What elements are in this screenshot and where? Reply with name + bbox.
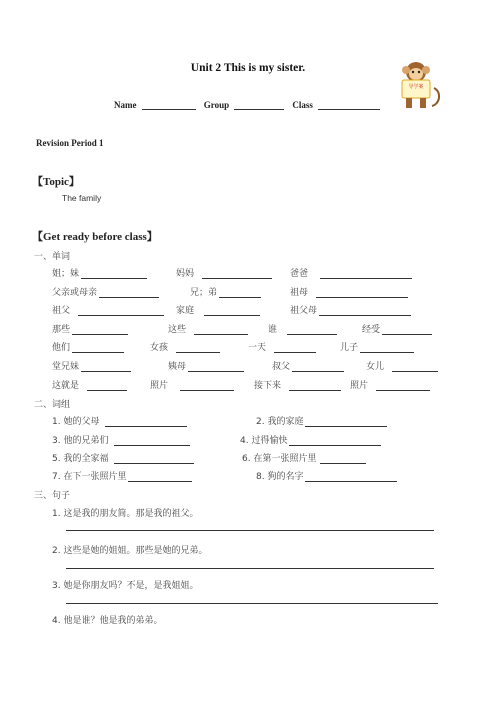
- vocab-item: 他们: [52, 340, 124, 353]
- vocab-item: 家庭: [176, 303, 260, 316]
- vocab-item: 接下来: [254, 378, 341, 391]
- group-label: Group: [203, 100, 230, 110]
- vocab-item: 谁: [268, 322, 337, 335]
- vocab-item: 姐；妹: [52, 266, 147, 279]
- answer-blank[interactable]: [176, 343, 220, 353]
- vocab-item: 照片: [150, 378, 234, 391]
- phrase-item: 8. 狗的名字: [256, 469, 397, 482]
- vocab-item: 这就是: [52, 378, 127, 391]
- vocab-item: 这些: [168, 322, 248, 335]
- page-title: Unit 2 This is my sister.: [190, 62, 306, 74]
- answer-blank[interactable]: [219, 288, 261, 298]
- group-field[interactable]: [234, 100, 284, 110]
- answer-blank[interactable]: [289, 381, 341, 391]
- answer-blank[interactable]: [188, 362, 244, 372]
- answer-blank[interactable]: [114, 454, 194, 464]
- phrase-item: 5. 我的全家福: [52, 451, 194, 464]
- answer-blank[interactable]: [360, 343, 414, 353]
- student-info-row: [114, 100, 386, 110]
- phrase-item: 1. 她的父母: [52, 414, 187, 427]
- name-label: Name: [114, 100, 137, 110]
- answer-blank[interactable]: [316, 288, 408, 298]
- answer-blank[interactable]: [274, 343, 316, 353]
- answer-blank[interactable]: [99, 288, 159, 298]
- section-sentences-heading: 三、句子: [34, 491, 71, 501]
- answer-blank[interactable]: [128, 472, 192, 482]
- sentence-item: 4. 他是谁？他是我的弟弟。: [52, 616, 163, 626]
- answer-blank[interactable]: [305, 417, 387, 427]
- vocab-item: 祖父母: [290, 303, 411, 316]
- answer-blank[interactable]: [81, 269, 147, 279]
- answer-blank[interactable]: [289, 436, 381, 446]
- answer-blank[interactable]: [287, 325, 337, 335]
- answer-blank[interactable]: [376, 381, 430, 391]
- phrase-item: 4. 过得愉快: [240, 433, 381, 446]
- sentence-item: 3. 她是你朋友吗？不是，是我姐姐。: [52, 581, 199, 591]
- phrase-item: 7. 在下一张照片里: [52, 469, 192, 482]
- topic-text: The family: [62, 193, 102, 203]
- answer-blank[interactable]: [72, 325, 128, 335]
- sentence-item: 1. 这是我的朋友简。那是我的祖父。: [52, 509, 199, 519]
- vocab-item: 照片: [350, 378, 430, 391]
- answer-blank[interactable]: [81, 362, 131, 372]
- answer-blank[interactable]: [87, 381, 127, 391]
- answer-blank[interactable]: [72, 343, 124, 353]
- vocab-item: 经受: [362, 322, 432, 335]
- answer-blank[interactable]: [292, 362, 344, 372]
- mascot-logo: [396, 58, 442, 114]
- phrase-item: 3. 他的兄弟们: [52, 433, 190, 446]
- answer-line[interactable]: [66, 530, 434, 531]
- answer-blank[interactable]: [320, 454, 366, 464]
- answer-blank[interactable]: [392, 362, 438, 372]
- answer-blank[interactable]: [319, 306, 411, 316]
- answer-blank[interactable]: [305, 472, 397, 482]
- vocab-item: 一天: [248, 340, 316, 353]
- class-field[interactable]: [318, 100, 380, 110]
- vocab-item: 妈妈: [176, 266, 272, 279]
- mascot-label: 导学案: [408, 84, 424, 90]
- answer-line[interactable]: [66, 603, 438, 604]
- sentence-item: 2. 这些是她的姐姐。那些是她的兄弟。: [52, 546, 208, 556]
- answer-blank[interactable]: [194, 325, 248, 335]
- section-words-heading: 一、单词: [34, 252, 71, 262]
- vocab-item: 祖父: [52, 303, 164, 316]
- answer-blank[interactable]: [202, 269, 272, 279]
- name-field[interactable]: [142, 100, 196, 110]
- answer-blank[interactable]: [180, 381, 234, 391]
- vocab-item: 父亲或母亲: [52, 285, 159, 298]
- vocab-item: 祖母: [290, 285, 408, 298]
- class-label: Class: [292, 100, 313, 110]
- answer-blank[interactable]: [105, 417, 187, 427]
- vocab-item: 叔父: [272, 359, 344, 372]
- vocab-item: 儿子: [340, 340, 414, 353]
- vocab-item: 爸爸: [290, 266, 412, 279]
- answer-blank[interactable]: [204, 306, 260, 316]
- answer-blank[interactable]: [382, 325, 432, 335]
- phrase-item: 6. 在第一张照片里: [242, 451, 366, 464]
- get-ready-heading: 【Get ready before class】: [32, 231, 158, 243]
- vocab-item: 那些: [52, 322, 128, 335]
- vocab-item: 堂兄妹: [52, 359, 131, 372]
- phrase-item: 2. 我的家庭: [256, 414, 387, 427]
- answer-line[interactable]: [66, 568, 434, 569]
- vocab-item: 姨母: [168, 359, 244, 372]
- period-label: Revision Period 1: [36, 138, 104, 148]
- section-phrases-heading: 二、词组: [34, 400, 71, 410]
- topic-heading: 【Topic】: [32, 176, 80, 188]
- answer-blank[interactable]: [114, 436, 190, 446]
- answer-blank[interactable]: [320, 269, 412, 279]
- vocab-item: 女儿: [366, 359, 438, 372]
- vocab-item: 女孩: [150, 340, 220, 353]
- vocab-item: 兄；弟: [190, 285, 261, 298]
- answer-blank[interactable]: [78, 306, 164, 316]
